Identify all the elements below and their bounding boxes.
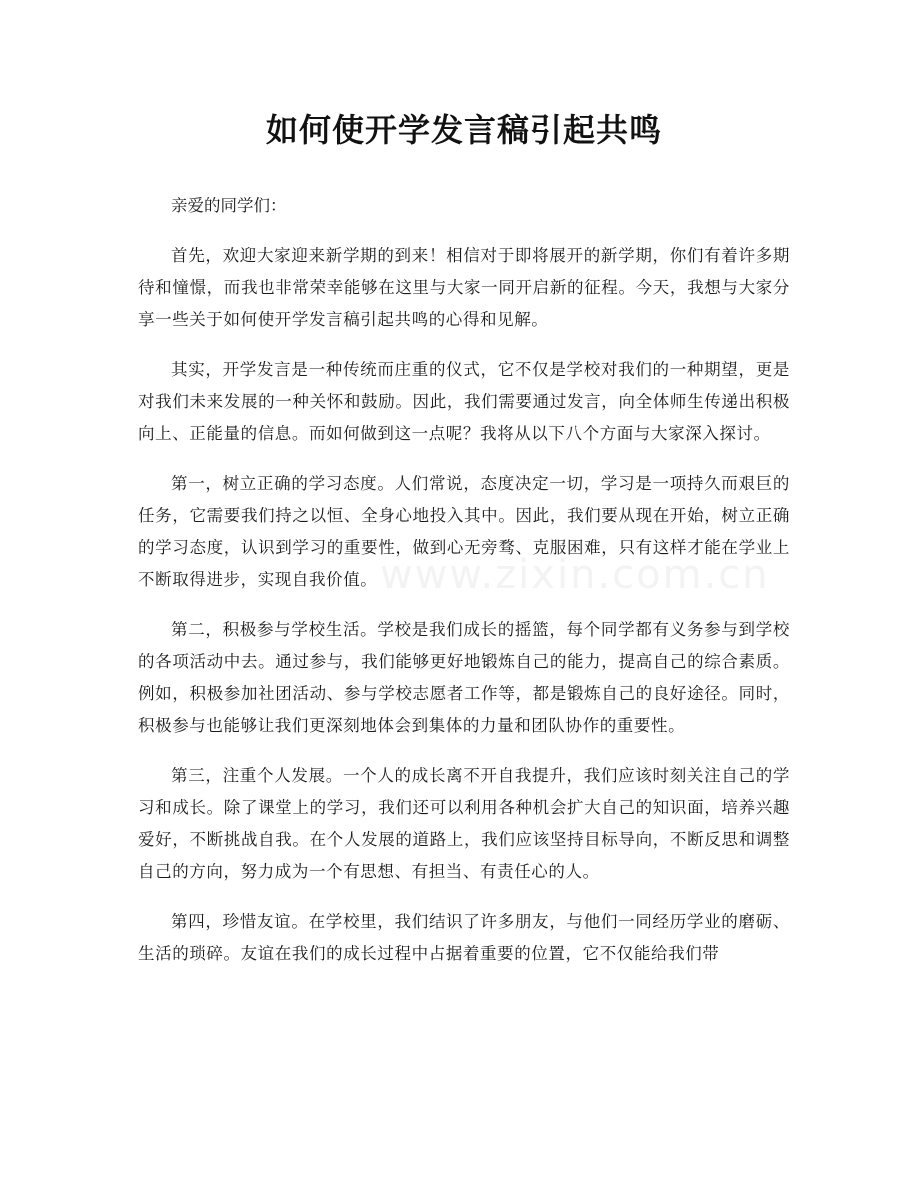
document-title: 如何使开学发言稿引起共鸣: [265, 111, 662, 149]
watermark: www.zixin.com.cn: [380, 552, 770, 598]
paragraph-point-three: 第三，注重个人发展。一个人的成长离不开自我提升，我们应该时刻关注自己的学习和成长。除了课堂上的学习，我们还可以利用各种机会扩大自己的知识面，培养兴趣爱好，不断挑战自我。在个人发展的道路上，我们应该坚持目标导向，不断反思和调整自己的方向，努力成为一个有思想、有担当、有责任心的人。: [138, 766, 790, 881]
paragraph-point-four: 第四，珍惜友谊。在学校里，我们结识了许多朋友，与他们一同经历学业的磨砺、生活的琐碎。友谊在我们的成长过程中占据着重要的位置，它不仅能给我们带: [138, 912, 790, 963]
paragraph-ceremony: 其实，开学发言是一种传统而庄重的仪式，它不仅是学校对我们的一种期望，更是对我们未来发展的一种关怀和鼓励。因此，我们需要通过发言，向全体师生传递出积极向上、正能量的信息。而如何做到这一点呢？我将从以下八个方面与大家深入探讨。: [138, 360, 790, 443]
paragraph-welcome: 首先，欢迎大家迎来新学期的到来！相信对于即将展开的新学期，你们有着许多期待和憧憬，而我也非常荣幸能够在这里与大家一同开启新的征程。今天，我想与大家分享一些关于如何使开学发言稿引起共鸣的心得和见解。: [138, 246, 790, 329]
salutation: 亲爱的同学们：: [171, 196, 287, 215]
paragraph-point-one: 第一，树立正确的学习态度。人们常说，态度决定一切，学习是一项持久而艰巨的任务，它需要我们持之以恒、全身心地投入其中。因此，我们要从现在开始，树立正确的学习态度，认识到学习的重要性，做到心无旁骛、克服困难，只有这样才能在学业上不断取得进步，实现自我价值。: [138, 474, 790, 589]
paragraph-point-two: 第二，积极参与学校生活。学校是我们成长的摇篮，每个同学都有义务参与到学校的各项活动中去。通过参与，我们能够更好地锻炼自己的能力，提高自己的综合素质。例如，积极参加社团活动、参与学校志愿者工作等，都是锻炼自己的良好途径。同时，积极参与也能够让我们更深刻地体会到集体的力量和团队协作的重要性。: [138, 620, 790, 735]
